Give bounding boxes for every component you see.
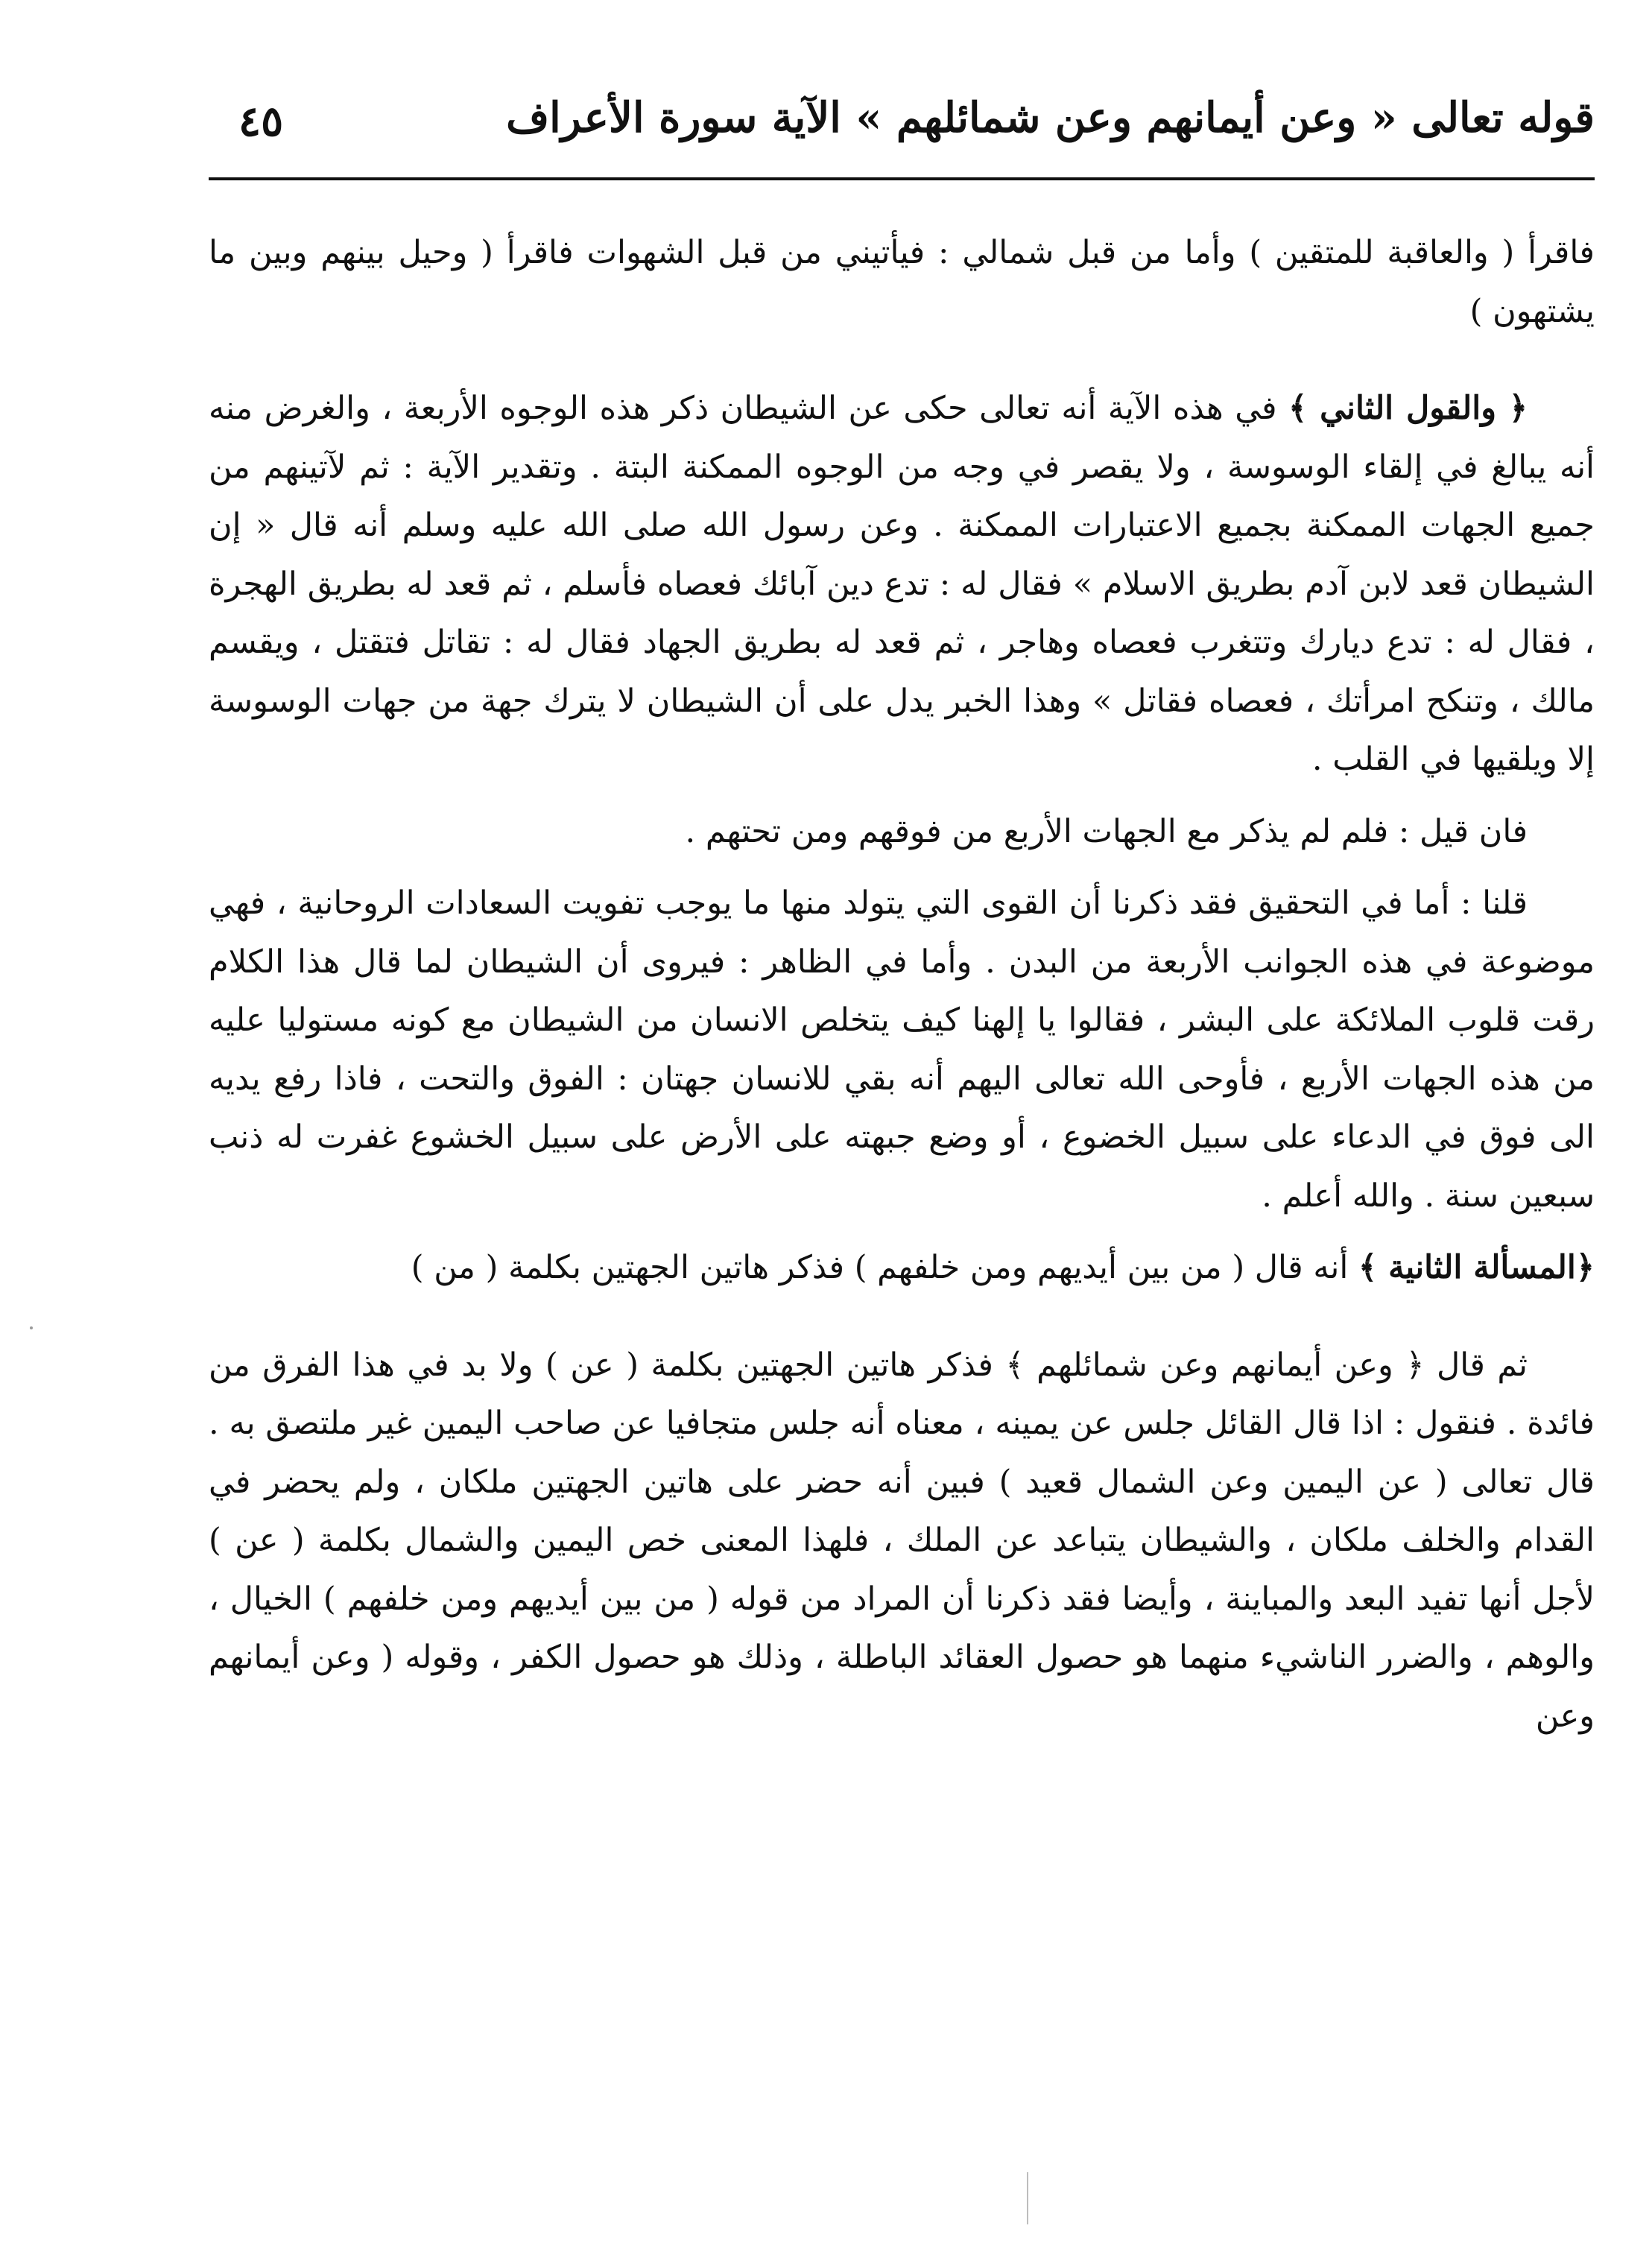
paragraph-4-text: قلنا : أما في التحقيق فقد ذكرنا أن القوى التي يتولد منها ما يوجب تفويت السعادات الروحانية ، فهي موضوعة في هذه الجوانب الأربعة من البدن . وأما في الظاهر : فيروى أن الشيطان لما قال هذا الكلام رقت قلوب الملائكة على البشر ، فقالوا يا إلهنا كيف يتخلص الانسان من الشيطان مع كونه مستوليا عليه من هذه الجهات الأربع ، فأوحى الله تعالى اليهم أنه بقي للانسان جهتان : الفوق والتحت ، فاذا رفع يديه الى فوق في الدعاء على سبيل الخضوع ، أو وضع جبهته على الأرض على سبيل الخشوع غفرت له ذنب سبعين سنة . والله أعلم . <box>209 885 1595 1215</box>
paragraph-2-text: في هذه الآية أنه تعالى حكى عن الشيطان ذكر هذه الوجوه الأربعة ، والغرض منه أنه يبالغ في إلقاء الوسوسة ، ولا يقصر في وجه من الوجوه الممكنة البتة . وتقدير الآية : ثم لآتينهم من جميع الجهات الممكنة بجميع الاعتبارات الممكنة . وعن رسول الله صلى الله عليه وسلم أنه قال « إن الشيطان قعد لابن آدم بطريق الاسلام » فقال له : تدع دين آبائك فعصاه فأسلم ، ثم قعد له بطريق الهجرة ، فقال له : تدع ديارك وتتغرب فعصاه وهاجر ، ثم قعد له بطريق الجهاد فقال له : تقاتل فتقتل ، ويقسم مالك ، وتنكح امرأتك ، فعصاه فقاتل » وهذا الخبر يدل على أن الشيطان لا يترك جهة من جهات الوسوسة إلا ويلقيها في القلب . <box>209 390 1595 778</box>
paragraph-4 <box>209 874 1595 1225</box>
running-header <box>209 82 1595 164</box>
paragraph-6 <box>209 1336 1595 1746</box>
paragraph-1-text: فاقرأ ( والعاقبة للمتقين ) وأما من قبل شمالي : فيأتيني من قبل الشهوات فاقرأ ( وحيل بينهم وبين ما يشتهون ) <box>209 234 1595 330</box>
paragraph-6-text: ثم قال ﴿ وعن أيمانهم وعن شمائلهم ﴾ فذكر هاتين الجهتين بكلمة ( عن ) ولا بد في هذا الفرق من فائدة . فنقول : اذا قال القائل جلس عن يمينه ، معناه أنه جلس متجافيا عن صاحب اليمين غير ملتصق به . قال تعالى ( عن اليمين وعن الشمال قعيد ) فبين أنه حضر على هاتين الجهتين ملكان ، ولم يحضر في القدام والخلف ملكان ، والشيطان يتباعد عن الملك ، فلهذا المعنى خص اليمين والشمال بكلمة ( عن ) لأجل أنها تفيد البعد والمباينة ، وأيضا فقد ذكرنا أن المراد من قوله ( من بين أيديهم ومن خلفهم ) الخيال ، والوهم ، والضرر الناشيء منهما هو حصول العقائد الباطلة ، وذلك هو حصول الكفر ، وقوله ( وعن أيمانهم وعن <box>209 1346 1595 1735</box>
paragraph-3 <box>209 803 1595 861</box>
page-number: ٤٥ <box>238 97 284 146</box>
paragraph-5 <box>209 1239 1595 1297</box>
paragraph-5-text: أنه قال ( من بين أيديهم ومن خلفهم ) فذكر هاتين الجهتين بكلمة ( من ) <box>411 1249 1359 1286</box>
paragraph-1 <box>209 224 1595 341</box>
body-text <box>209 224 1595 1759</box>
gutter-mark <box>1027 2172 1028 2224</box>
paragraph-2 <box>209 379 1595 789</box>
margin-speck <box>30 1326 33 1329</box>
header-title: قوله تعالى « وعن أيمانهم وعن شمائلهم » الآية سورة الأعراف <box>506 93 1595 142</box>
section-heading-second-issue: ﴿المسألة الثانية ﴾ <box>1358 1249 1595 1286</box>
header-divider <box>209 177 1595 180</box>
section-heading-second-opinion: ﴿ والقول الثاني ﴾ <box>1288 390 1528 427</box>
paragraph-3-text: فان قيل : فلم لم يذكر مع الجهات الأربع من فوقهم ومن تحتهم . <box>685 812 1528 850</box>
